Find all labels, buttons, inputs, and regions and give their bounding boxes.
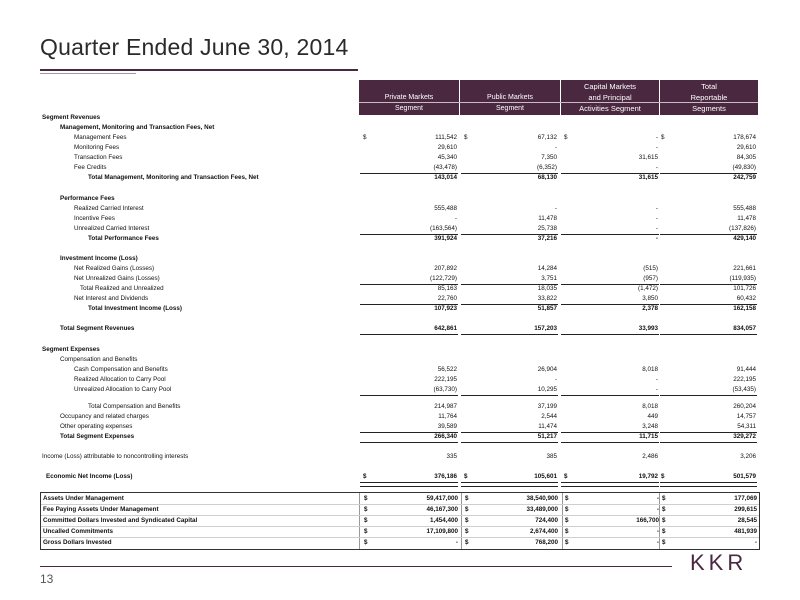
double-underline-rule bbox=[360, 482, 458, 487]
currency-symbol: $ bbox=[465, 539, 469, 546]
cell-value: (43,478) bbox=[433, 164, 457, 171]
cell-value: - bbox=[655, 215, 658, 222]
row-label: Assets Under Management bbox=[43, 495, 124, 502]
cell-value: 2,674,400 bbox=[529, 528, 558, 535]
cell-value: - bbox=[655, 164, 658, 171]
column-header-line: Private Markets bbox=[384, 94, 434, 101]
row-label: Economic Net Income (Loss) bbox=[46, 473, 133, 480]
cell-value: 242,759 bbox=[733, 174, 756, 181]
table-row bbox=[40, 402, 758, 412]
column-header-private-markets bbox=[359, 80, 459, 115]
double-underline-rule bbox=[461, 482, 558, 487]
cell-value: 91,444 bbox=[736, 366, 756, 373]
row-label: Fee Paying Assets Under Management bbox=[43, 506, 159, 513]
cell-value: (137,826) bbox=[729, 225, 756, 232]
cell-value: 555,488 bbox=[434, 205, 457, 212]
table-row bbox=[40, 274, 758, 284]
cell-value: (6,352) bbox=[537, 164, 557, 171]
table-row bbox=[40, 133, 758, 143]
cell-value: 33,822 bbox=[537, 295, 557, 302]
row-label: Realized Allocation to Carry Pool bbox=[74, 376, 166, 383]
currency-symbol: $ bbox=[465, 528, 469, 535]
cell-value: 31,615 bbox=[638, 154, 658, 161]
cell-value: 3,206 bbox=[740, 453, 756, 460]
underline-rule bbox=[561, 334, 659, 335]
cell-value: 178,674 bbox=[733, 134, 756, 141]
currency-symbol: $ bbox=[364, 517, 368, 524]
cell-value: (163,564) bbox=[430, 225, 457, 232]
cell-value: - bbox=[656, 539, 659, 546]
row-label: Unrealized Carried Interest bbox=[74, 225, 150, 232]
cell-value: 37,216 bbox=[537, 235, 557, 242]
cell-value: 8,018 bbox=[642, 366, 658, 373]
cell-value: 376,186 bbox=[434, 473, 457, 480]
currency-symbol: $ bbox=[464, 473, 468, 480]
underline-rule bbox=[461, 442, 558, 443]
table-row bbox=[40, 194, 758, 204]
cell-value: 38,540,900 bbox=[526, 495, 558, 502]
row-label: Total Management, Monitoring and Transaction Fees, Net bbox=[88, 174, 259, 181]
cell-value: 214,987 bbox=[434, 403, 457, 410]
underline-rule bbox=[461, 334, 558, 335]
currency-symbol: $ bbox=[662, 539, 666, 546]
cell-value: 555,488 bbox=[733, 205, 756, 212]
footer-rule bbox=[40, 566, 672, 567]
cell-value: (119,935) bbox=[729, 275, 756, 282]
assets-table bbox=[40, 492, 760, 550]
column-header-divider bbox=[359, 102, 758, 103]
row-label: Incentive Fees bbox=[74, 215, 115, 222]
cell-value: 162,158 bbox=[733, 305, 756, 312]
row-label: Management Fees bbox=[74, 134, 127, 141]
cell-value: 329,272 bbox=[733, 433, 756, 440]
table-row bbox=[40, 254, 758, 264]
cell-value: 335 bbox=[446, 453, 457, 460]
cell-value: 33,993 bbox=[638, 325, 658, 332]
cell-value: 14,284 bbox=[537, 265, 557, 272]
column-header-line: Public Markets bbox=[487, 94, 533, 101]
row-label: Committed Dollars Invested and Syndicated Capital bbox=[43, 517, 198, 524]
row-label: Occupancy and related charges bbox=[60, 413, 149, 420]
table-row bbox=[40, 304, 758, 314]
underline-rule bbox=[561, 395, 659, 396]
currency-symbol: $ bbox=[363, 473, 367, 480]
cell-value: 22,760 bbox=[437, 295, 457, 302]
cell-value: 10,295 bbox=[537, 386, 557, 393]
currency-symbol: $ bbox=[662, 528, 666, 535]
cell-value: (49,830) bbox=[732, 164, 756, 171]
table-row bbox=[40, 264, 758, 274]
row-label: Segment Revenues bbox=[42, 114, 101, 121]
cell-value: 157,203 bbox=[534, 325, 557, 332]
column-header-public-markets bbox=[460, 80, 560, 115]
table-row bbox=[40, 204, 758, 214]
row-label: Other operating expenses bbox=[60, 423, 133, 430]
double-underline-rule bbox=[561, 482, 659, 487]
cell-value: (53,435) bbox=[732, 386, 756, 393]
cell-value: (957) bbox=[643, 275, 658, 282]
cell-value: 260,204 bbox=[733, 403, 756, 410]
cell-value: 60,432 bbox=[736, 295, 756, 302]
table-row bbox=[40, 365, 758, 375]
row-label: Total Performance Fees bbox=[88, 235, 159, 242]
row-label: Investment Income (Loss) bbox=[60, 255, 138, 262]
cell-value: 177,069 bbox=[734, 495, 757, 502]
row-label: Total Compensation and Benefits bbox=[88, 403, 181, 410]
cell-value: 429,140 bbox=[733, 235, 756, 242]
cell-value: 25,738 bbox=[537, 225, 557, 232]
row-label: Net Interest and Dividends bbox=[74, 295, 149, 302]
page-title: Quarter Ended June 30, 2014 bbox=[40, 34, 349, 60]
cell-value: 29,610 bbox=[736, 144, 756, 151]
table-row bbox=[40, 432, 758, 442]
row-label: Fee Credits bbox=[74, 164, 107, 171]
cell-value: (1,472) bbox=[638, 285, 658, 292]
cell-value: 2,544 bbox=[541, 413, 557, 420]
underline-rule bbox=[561, 442, 659, 443]
cell-value: 31,615 bbox=[638, 174, 658, 181]
underline-rule bbox=[461, 395, 558, 396]
cell-value: 3,248 bbox=[642, 423, 658, 430]
row-label: Total Segment Expenses bbox=[60, 433, 135, 440]
cell-value: - bbox=[655, 144, 658, 151]
table-row bbox=[40, 345, 758, 355]
currency-symbol: $ bbox=[364, 539, 368, 546]
cell-value: 29,610 bbox=[437, 144, 457, 151]
cell-value: - bbox=[754, 539, 757, 546]
underline-rule bbox=[660, 395, 757, 396]
currency-symbol: $ bbox=[661, 134, 665, 141]
cell-value: - bbox=[656, 506, 659, 513]
table-row bbox=[40, 143, 758, 153]
cell-value: 85,163 bbox=[437, 285, 457, 292]
column-header-line: Segment bbox=[495, 105, 525, 112]
cell-value: - bbox=[655, 225, 658, 232]
column-header-line: Segments bbox=[692, 104, 726, 113]
double-underline-rule bbox=[660, 482, 757, 487]
cell-value: (63,730) bbox=[433, 386, 457, 393]
cell-value: 19,792 bbox=[638, 473, 658, 480]
cell-value: - bbox=[655, 205, 658, 212]
cell-value: 68,130 bbox=[537, 174, 557, 181]
cell-value: 1,454,400 bbox=[429, 517, 458, 524]
column-header-line: Activities Segment bbox=[579, 104, 641, 113]
row-label: Management, Monitoring and Transaction Fees, Net bbox=[60, 124, 215, 131]
table-row bbox=[40, 234, 758, 244]
currency-symbol: $ bbox=[464, 134, 468, 141]
cell-value: 834,057 bbox=[733, 325, 756, 332]
row-label: Unrealized Allocation to Carry Pool bbox=[74, 386, 172, 393]
page-number: 13 bbox=[40, 572, 54, 586]
table-row bbox=[40, 422, 758, 432]
cell-value: 768,200 bbox=[535, 539, 558, 546]
column-header-capital-markets bbox=[561, 80, 659, 115]
cell-value: 37,199 bbox=[537, 403, 557, 410]
table-row bbox=[40, 284, 758, 294]
row-label: Performance Fees bbox=[60, 195, 115, 202]
table-row bbox=[40, 452, 758, 462]
cell-value: 7,350 bbox=[541, 154, 557, 161]
row-label: Gross Dollars Invested bbox=[43, 539, 112, 546]
cell-value: 18,035 bbox=[537, 285, 557, 292]
cell-value: (515) bbox=[643, 265, 658, 272]
cell-value: 84,305 bbox=[736, 154, 756, 161]
cell-value: 14,757 bbox=[736, 413, 756, 420]
table-row bbox=[40, 375, 758, 385]
kkr-logo: KKR bbox=[690, 550, 748, 575]
underline-rule bbox=[360, 334, 458, 335]
cell-value: 56,522 bbox=[437, 366, 457, 373]
row-label: Income (Loss) attributable to noncontrolling interests bbox=[42, 453, 189, 460]
currency-symbol: $ bbox=[565, 517, 569, 524]
table-row bbox=[40, 173, 758, 183]
column-header-line: Total bbox=[701, 82, 717, 91]
cell-value: 449 bbox=[647, 413, 658, 420]
table-row bbox=[40, 385, 758, 395]
row-label: Uncalled Commitments bbox=[43, 528, 113, 535]
underline-rule bbox=[660, 334, 757, 335]
cell-value: 166,700 bbox=[636, 517, 659, 524]
cell-value: 105,601 bbox=[534, 473, 557, 480]
cell-value: 221,661 bbox=[733, 265, 756, 272]
cell-value: 2,378 bbox=[642, 305, 658, 312]
cell-value: 28,545 bbox=[737, 517, 757, 524]
table-row bbox=[40, 355, 758, 365]
cell-value: 11,474 bbox=[538, 423, 557, 430]
cell-value: 266,340 bbox=[434, 433, 457, 440]
cell-value: 222,195 bbox=[733, 376, 756, 383]
currency-symbol: $ bbox=[364, 495, 368, 502]
cell-value: (122,729) bbox=[430, 275, 457, 282]
row-label: Monitoring Fees bbox=[74, 144, 120, 151]
currency-symbol: $ bbox=[363, 134, 367, 141]
cell-value: 2,486 bbox=[642, 453, 658, 460]
row-label: Net Realized Gains (Losses) bbox=[74, 265, 155, 272]
column-header-line: and Principal bbox=[588, 93, 632, 102]
row-label: Cash Compensation and Benefits bbox=[74, 366, 168, 373]
cell-value: 222,195 bbox=[434, 376, 457, 383]
table-row bbox=[40, 324, 758, 334]
row-label: Transaction Fees bbox=[74, 154, 123, 161]
cell-value: 54,311 bbox=[737, 423, 756, 430]
cell-value: 501,579 bbox=[733, 473, 756, 480]
currency-symbol: $ bbox=[465, 506, 469, 513]
cell-value: 67,132 bbox=[537, 134, 557, 141]
currency-symbol: $ bbox=[662, 517, 666, 524]
title-underline bbox=[40, 69, 358, 71]
cell-value: 3,751 bbox=[541, 275, 557, 282]
cell-value: - bbox=[655, 235, 658, 242]
cell-value: 207,892 bbox=[434, 265, 457, 272]
column-header-total bbox=[660, 80, 758, 115]
table-row bbox=[40, 163, 758, 173]
cell-value: 45,340 bbox=[437, 154, 457, 161]
cell-value: 299,615 bbox=[734, 506, 757, 513]
currency-symbol: $ bbox=[662, 506, 666, 513]
cell-value: - bbox=[454, 215, 457, 222]
underline-rule bbox=[360, 395, 458, 396]
currency-symbol: $ bbox=[564, 473, 568, 480]
cell-value: - bbox=[554, 205, 557, 212]
underline-rule bbox=[360, 442, 458, 443]
cell-value: 59,417,000 bbox=[426, 495, 458, 502]
currency-symbol: $ bbox=[565, 506, 569, 513]
cell-value: - bbox=[554, 376, 557, 383]
table-row bbox=[40, 153, 758, 163]
currency-symbol: $ bbox=[661, 473, 665, 480]
currency-symbol: $ bbox=[364, 506, 368, 513]
cell-value: 11,715 bbox=[639, 433, 658, 440]
currency-symbol: $ bbox=[564, 134, 568, 141]
cell-value: 101,726 bbox=[733, 285, 756, 292]
table-row bbox=[40, 472, 758, 482]
cell-value: 17,109,800 bbox=[426, 528, 458, 535]
cell-value: 26,904 bbox=[537, 366, 557, 373]
table-row bbox=[40, 412, 758, 422]
cell-value: - bbox=[455, 539, 458, 546]
row-label: Total Realized and Unrealized bbox=[80, 285, 164, 292]
cell-value: - bbox=[656, 495, 659, 502]
cell-value: 39,589 bbox=[437, 423, 457, 430]
table-row bbox=[40, 294, 758, 304]
currency-symbol: $ bbox=[465, 517, 469, 524]
cell-value: 391,924 bbox=[434, 235, 457, 242]
cell-value: 111,542 bbox=[435, 134, 457, 141]
cell-value: 46,167,300 bbox=[426, 506, 458, 513]
table-row bbox=[41, 537, 759, 548]
row-label: Net Unrealized Gains (Losses) bbox=[74, 275, 160, 282]
currency-symbol: $ bbox=[465, 495, 469, 502]
currency-symbol: $ bbox=[364, 528, 368, 535]
cell-value: 143,014 bbox=[434, 174, 457, 181]
cell-value: 8,018 bbox=[642, 403, 658, 410]
currency-symbol: $ bbox=[565, 539, 569, 546]
cell-value: 51,857 bbox=[537, 305, 557, 312]
cell-value: 481,939 bbox=[734, 528, 757, 535]
cell-value: - bbox=[656, 528, 659, 535]
table-row bbox=[40, 113, 758, 123]
row-label: Segment Expenses bbox=[42, 346, 100, 353]
cell-value: 51,217 bbox=[537, 433, 557, 440]
cell-value: 11,478 bbox=[737, 215, 756, 222]
table-row bbox=[40, 214, 758, 224]
row-label: Total Segment Revenues bbox=[60, 325, 135, 332]
cell-value: 11,764 bbox=[438, 413, 457, 420]
table-row bbox=[40, 123, 758, 133]
cell-value: 107,923 bbox=[434, 305, 457, 312]
column-header-line: Reportable bbox=[690, 93, 728, 102]
currency-symbol: $ bbox=[565, 495, 569, 502]
cell-value: - bbox=[655, 134, 658, 141]
cell-value: 11,478 bbox=[538, 215, 557, 222]
currency-symbol: $ bbox=[565, 528, 569, 535]
cell-value: 642,861 bbox=[434, 325, 457, 332]
cell-value: - bbox=[655, 386, 658, 393]
cell-value: - bbox=[554, 144, 557, 151]
column-header-line: Capital Markets bbox=[583, 82, 637, 91]
cell-value: 724,400 bbox=[535, 517, 558, 524]
row-label: Realized Carried Interest bbox=[74, 205, 144, 212]
column-header-line: Segment bbox=[394, 105, 424, 112]
title-subrule bbox=[40, 73, 136, 74]
row-label: Total Investment Income (Loss) bbox=[88, 305, 183, 312]
cell-value: - bbox=[655, 376, 658, 383]
cell-value: 33,489,000 bbox=[526, 506, 558, 513]
row-label: Compensation and Benefits bbox=[60, 356, 138, 363]
table-row bbox=[40, 224, 758, 234]
currency-symbol: $ bbox=[662, 495, 666, 502]
cell-value: 3,850 bbox=[642, 295, 658, 302]
cell-value: 385 bbox=[546, 453, 557, 460]
underline-rule bbox=[660, 442, 757, 443]
